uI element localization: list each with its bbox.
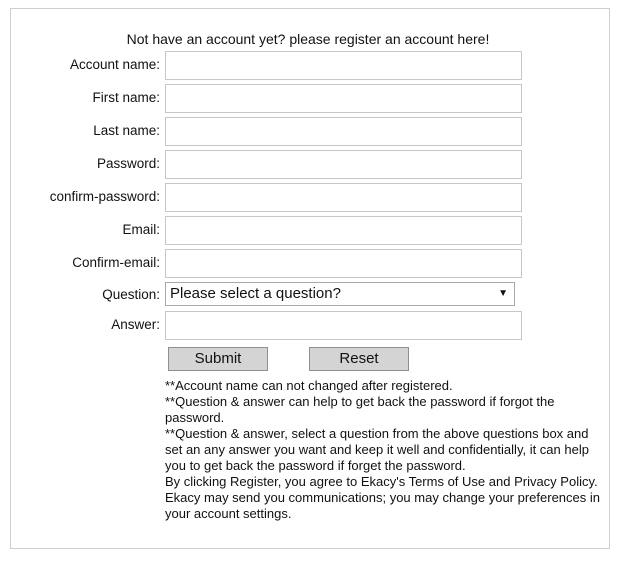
confirm-password-input[interactable] xyxy=(165,183,522,212)
answer-input[interactable] xyxy=(165,311,522,340)
note-question-answer: **Question & answer can help to get back the password if forgot the password. xyxy=(165,394,555,425)
last-name-input[interactable] xyxy=(165,117,522,146)
note-question-select: **Question & answer, select a question from the above questions box and set an any answer you want and keep it well and confidentially, it can help you to get back the password if forget the password. xyxy=(165,426,589,473)
first-name-label: First name: xyxy=(92,90,160,105)
registration-notes xyxy=(165,378,607,522)
email-input[interactable] xyxy=(165,216,522,245)
page-heading: Not have an account yet? please register an account here! xyxy=(126,31,490,47)
confirm-password-label: confirm-password: xyxy=(49,189,160,204)
confirm-email-input[interactable] xyxy=(165,249,522,278)
question-select[interactable] xyxy=(165,282,515,306)
answer-label: Answer: xyxy=(111,317,160,332)
last-name-label: Last name: xyxy=(93,123,160,138)
password-label: Password: xyxy=(96,156,160,171)
account-name-input[interactable] xyxy=(165,51,522,80)
note-terms: By clicking Register, you agree to Ekacy's Terms of Use and Privacy Policy. Ekacy may send you communications; you may change your preferences in your account settings. xyxy=(165,474,600,521)
confirm-email-label: Confirm-email: xyxy=(72,255,160,270)
note-account-name: **Account name can not changed after registered. xyxy=(165,378,453,393)
triangle-down-icon: ▼ xyxy=(498,288,508,299)
account-name-label: Account name: xyxy=(69,57,160,72)
submit-button[interactable]: Submit xyxy=(168,347,268,371)
email-label: Email: xyxy=(122,222,160,237)
question-label: Question: xyxy=(102,287,160,302)
reset-button[interactable]: Reset xyxy=(309,347,409,371)
question-selected-value: Please select a question? xyxy=(170,285,341,302)
first-name-input[interactable] xyxy=(165,84,522,113)
password-input[interactable] xyxy=(165,150,522,179)
